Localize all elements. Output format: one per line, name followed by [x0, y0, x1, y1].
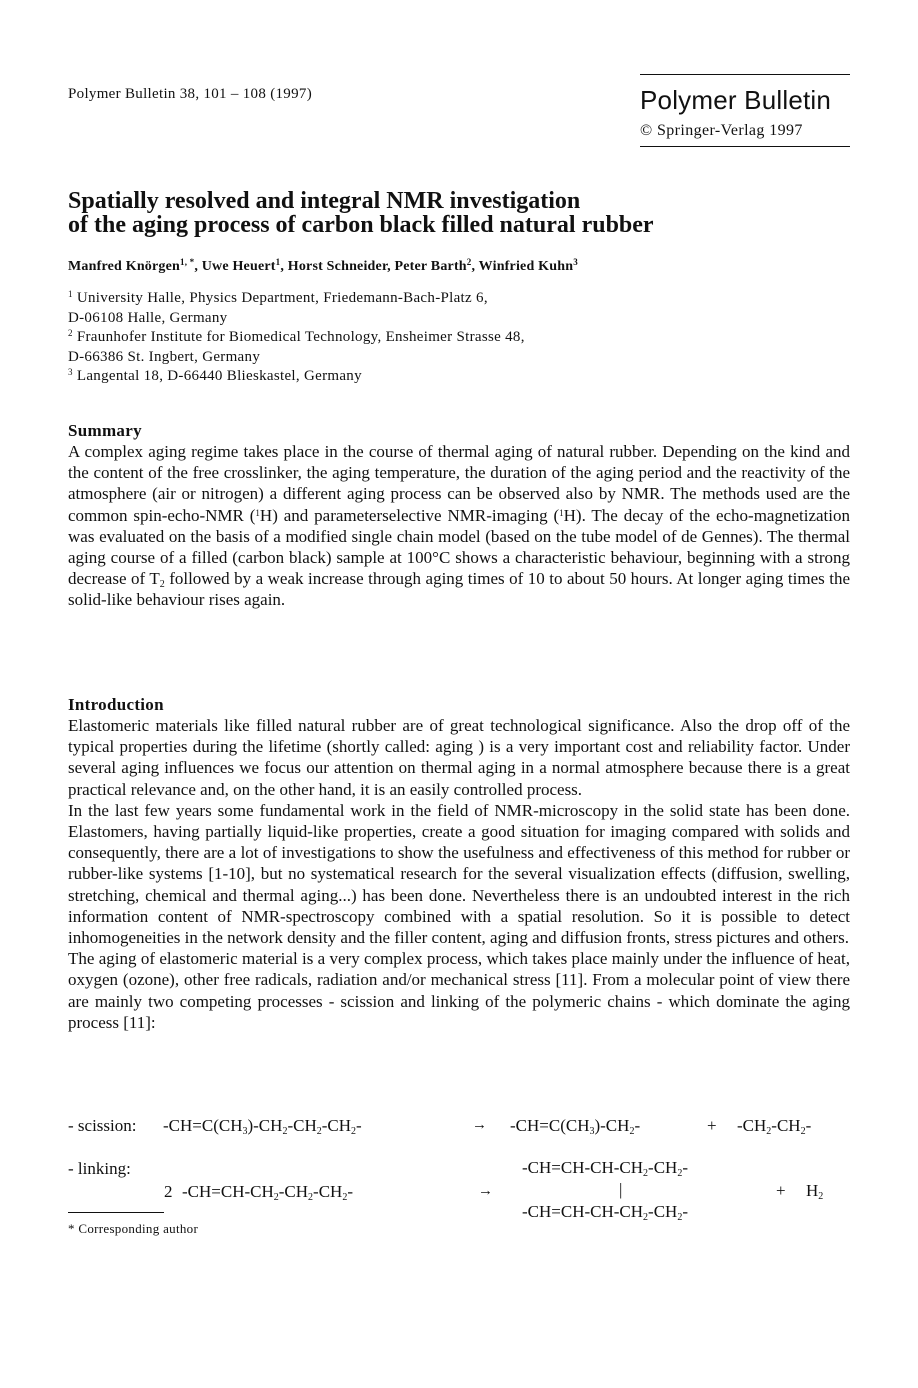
paper-title: [68, 189, 848, 237]
author-list: [68, 259, 578, 275]
footnote-corresponding-author: * Corresponding author: [68, 1221, 199, 1236]
author-affiliation-mark: 1: [275, 257, 281, 267]
introduction-paragraph-1: Elastomeric materials like filled natural rubber are of great technological significance. Also the drop off of the typical properties during the lifetime (shortly called: aging ) is a very important cost and reliability factor. Under several aging influences we focus our attention on thermal aging in a normal atmosphere because there is a great practical relevance and, on the other hand, it is an easily controlled process.: [68, 716, 850, 799]
introduction-section: [68, 695, 850, 1033]
author-name: Manfred Knörgen: [68, 259, 181, 274]
affiliation-list: [68, 289, 525, 387]
scission-arrow: →: [472, 1117, 487, 1133]
author-name: Uwe Heuert: [201, 259, 276, 274]
linking-label: - linking:: [68, 1159, 131, 1178]
crosslink-bond: |: [619, 1180, 623, 1199]
scission-product-1: $-CH=C(CH_3)-CH_2-$: [510, 1116, 641, 1137]
introduction-paragraph-3: The aging of elastomeric material is a very complex process, which takes place mainly under the influence of heat, oxygen (ozone), other free radicals, radiation and/or mechanical stress [11]. From a molecular point of view there are mainly two competing processes - scission and linking of the polymeric chains - which dominate the aging process [11]:: [68, 949, 850, 1032]
copyright-notice: © Springer-Verlag 1997: [640, 122, 803, 139]
linking-product-bottom: $-CH=CH-CH-CH_2-CH_2-$: [522, 1202, 688, 1223]
author-affiliation-mark: 3: [573, 257, 578, 267]
hydrogen-product: $H_2$: [806, 1181, 824, 1202]
title-line-2: of the aging process of carbon black filled natural rubber: [68, 212, 654, 238]
author-separator: ,: [194, 259, 202, 274]
affiliation-line: $^3$ Langental 18, D-66440 Blieskastel, Germany: [68, 367, 362, 384]
author-separator: ,: [280, 259, 288, 274]
linking-coefficient: 2: [164, 1182, 173, 1201]
affiliation-line: $^1$ University Halle, Physics Department, Friedemann-Bach-Platz 6,: [68, 289, 488, 306]
header-bottom-rule: [640, 146, 850, 147]
author-affiliation-mark: 2: [466, 257, 472, 267]
scission-product-2: $-CH_2-CH_2-$: [737, 1116, 812, 1137]
affiliation-line: D-66386 St. Ingbert, Germany: [68, 348, 261, 365]
title-line-1: Spatially resolved and integral NMR investigation: [68, 188, 581, 214]
author-separator: ,: [471, 259, 479, 274]
summary-paragraph: A complex aging regime takes place in the course of thermal aging of natural rubber. Depending on the kind and the content of the free crosslinker, the aging temperature, the duration of the aging period and the reactivity of the atmosphere (air or nitrogen) a different aging process can be observed also by NMR. The methods used are the common spin-echo-NMR ($^1$H) and parameterselective NMR-imaging ($^1$H). The decay of the echo-magnetization was evaluated on the basis of a modified single chain model (based on the tube model of de Gennes). The thermal aging course of a filled (carbon black) sample at 100°C shows a characteristic behaviour, beginning with a strong decrease of $T_2$ followed by a weak increase through aging times of 10 to about 50 hours. At longer aging times the solid-like behaviour rises again.: [68, 442, 850, 610]
summary-heading: Summary: [68, 421, 142, 440]
affiliation-mark: 2: [68, 328, 73, 338]
author-name: Winfried Kuhn: [478, 259, 574, 274]
scission-reactant: $-CH=C(CH_3)-CH_2-CH_2-CH_2-$: [163, 1116, 362, 1137]
scission-plus: +: [707, 1116, 717, 1135]
introduction-paragraph-2: In the last few years some fundamental work in the field of NMR-microscopy in the solid state has been done. Elastomers, having partially liquid-like properties, create a good situation for imaging compared with solids and consequently, there are a lot of investigations to show the usefulness and effectiveness of this method for rubber or rubber-like systems [1-10], but no systematical research for the several visualization effects (diffusion, swelling, stretching, chemical and thermal aging...) has been done. Nevertheless there is an undoubted interest in the rich information content of NMR-spectroscopy combined with a spatial resolution. So it is possible to detect inhomogeneities in the network density and the filler content, aging and diffusion fronts, stress pictures and others.: [68, 800, 850, 948]
linking-reactant: $-CH=CH-CH_2-CH_2-CH_2-$: [182, 1182, 353, 1203]
affiliation-mark: 1: [68, 289, 73, 299]
affiliation-line: D-06108 Halle, Germany: [68, 309, 228, 326]
author-affiliation-mark: 1, *: [180, 257, 195, 267]
scission-label: - scission:: [68, 1116, 137, 1135]
affiliation-line: $^2$ Fraunhofer Institute for Biomedical Technology, Ensheimer Strasse 48,: [68, 328, 525, 345]
journal-citation: Polymer Bulletin 38, 101 – 108 (1997): [68, 86, 313, 102]
affiliation-mark: 3: [68, 367, 73, 377]
introduction-heading: Introduction: [68, 695, 164, 714]
summary-section: [68, 421, 850, 611]
author-name: Horst Schneider, Peter Barth: [287, 259, 467, 274]
journal-name: Polymer Bulletin: [640, 85, 832, 115]
header-top-rule: [640, 74, 850, 75]
linking-arrow: →: [478, 1183, 493, 1199]
linking-product-top: $-CH=CH-CH-CH_2-CH_2-$: [522, 1158, 688, 1179]
footnote-rule: [68, 1212, 164, 1213]
journal-header-box: [640, 74, 850, 147]
linking-plus: +: [776, 1181, 786, 1200]
